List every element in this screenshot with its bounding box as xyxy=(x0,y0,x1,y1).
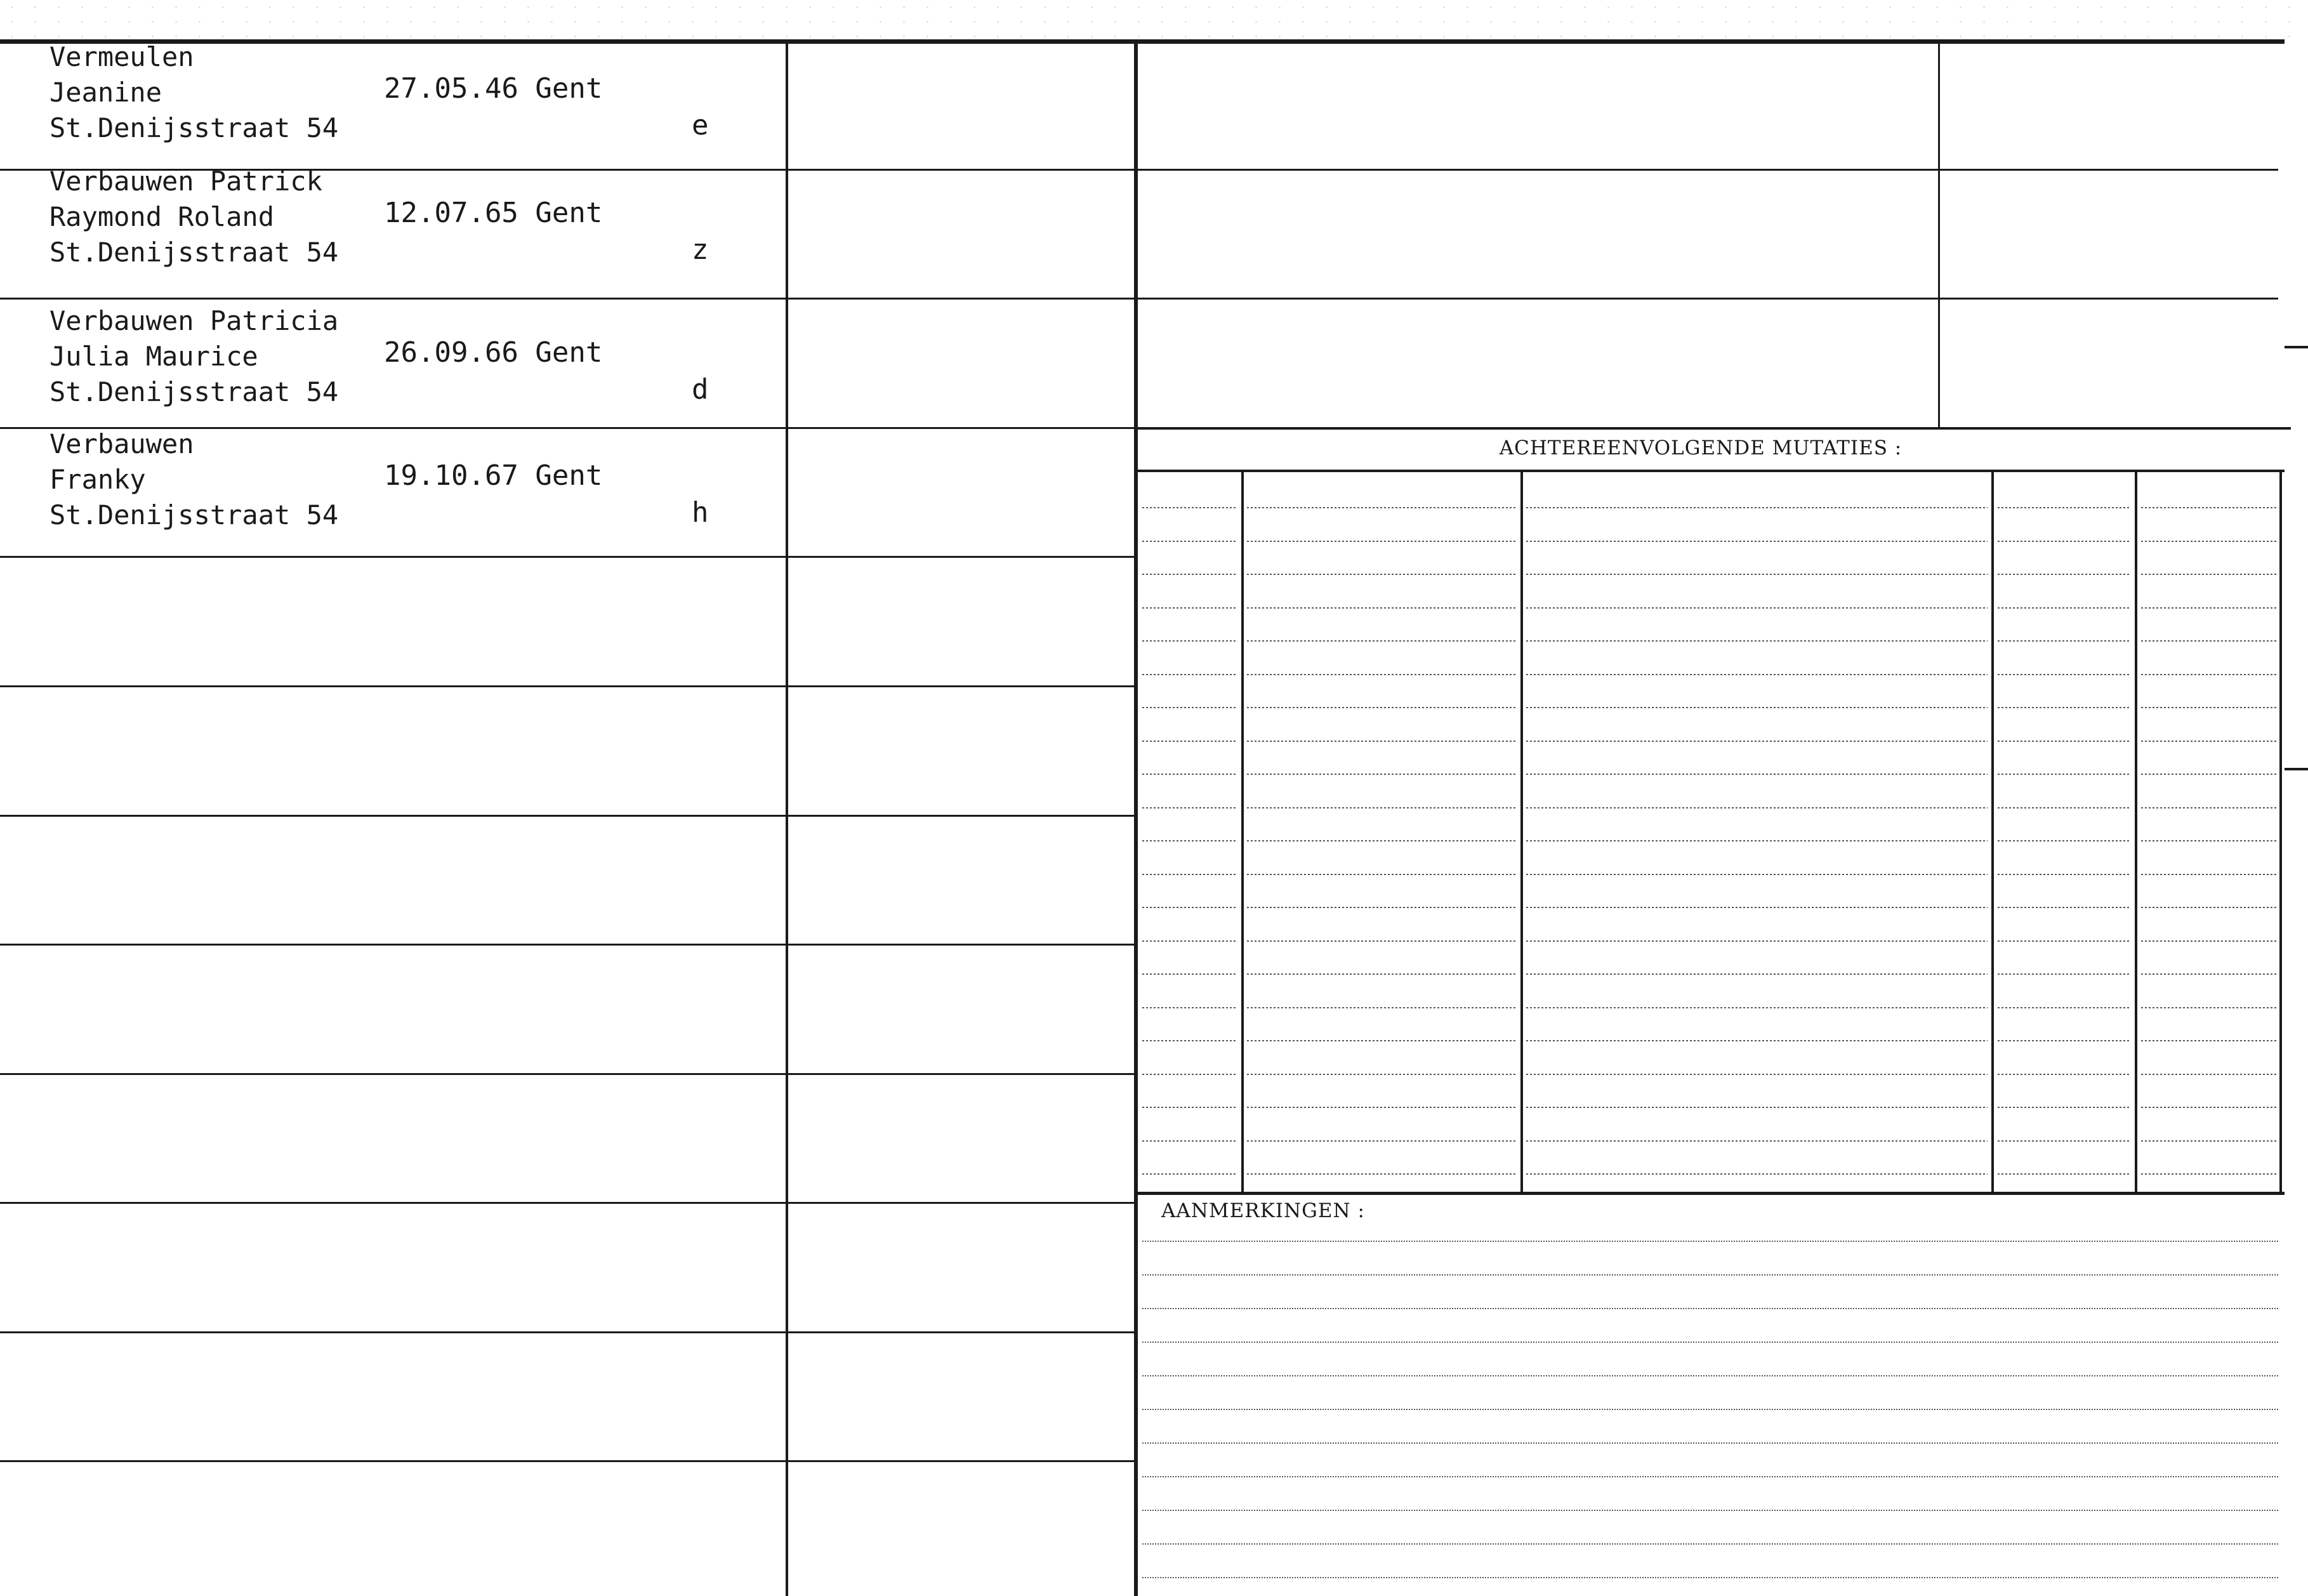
entry-given-names: Jeanine xyxy=(49,77,162,108)
margin-mark xyxy=(2285,346,2308,348)
entry-given-names: Julia Maurice xyxy=(49,341,258,372)
remark-ruled-line xyxy=(1142,1577,2278,1578)
remark-ruled-line xyxy=(1142,1274,2278,1276)
margin-mark xyxy=(2285,768,2308,770)
entry-given-names: Franky xyxy=(49,464,146,495)
entry-birth: 27.05.46 Gent xyxy=(384,72,603,105)
entry-surname: Vermeulen xyxy=(49,41,194,72)
entry-address: St.Denijsstraat 54 xyxy=(49,237,339,268)
entry-address: St.Denijsstraat 54 xyxy=(49,376,339,407)
entry-surname: Verbauwen xyxy=(49,428,194,459)
remark-ruled-line xyxy=(1142,1241,2278,1242)
entry-address: St.Denijsstraat 54 xyxy=(49,499,339,531)
entry-birth: 12.07.65 Gent xyxy=(384,197,603,229)
mutations-bottom-border xyxy=(1136,1192,2285,1195)
remarks-title: AANMERKINGEN : xyxy=(1161,1199,1365,1222)
remark-ruled-line xyxy=(1142,1510,2278,1511)
entry-surname: Verbauwen Patrick xyxy=(49,166,322,197)
entry-birth: 19.10.67 Gent xyxy=(384,459,603,492)
entry-surname: Verbauwen Patricia xyxy=(49,305,339,336)
entry-given-names: Raymond Roland xyxy=(49,201,275,232)
entry-code: e xyxy=(692,109,709,142)
remark-ruled-line xyxy=(1142,1308,2278,1309)
entry-code: h xyxy=(692,496,709,529)
remark-ruled-line xyxy=(1142,1342,2278,1343)
remark-ruled-line xyxy=(1142,1409,2278,1410)
remark-ruled-line xyxy=(1142,1543,2278,1545)
mutations-title: ACHTEREENVOLGENDE MUTATIES : xyxy=(1499,437,1902,459)
entry-birth: 26.09.66 Gent xyxy=(384,336,603,369)
entry-address: St.Denijsstraat 54 xyxy=(49,112,339,143)
remark-ruled-line xyxy=(1142,1442,2278,1444)
remark-ruled-line xyxy=(1142,1375,2278,1376)
remark-ruled-line xyxy=(1142,1476,2278,1477)
entry-code: d xyxy=(692,373,709,406)
entry-code: z xyxy=(692,234,709,266)
